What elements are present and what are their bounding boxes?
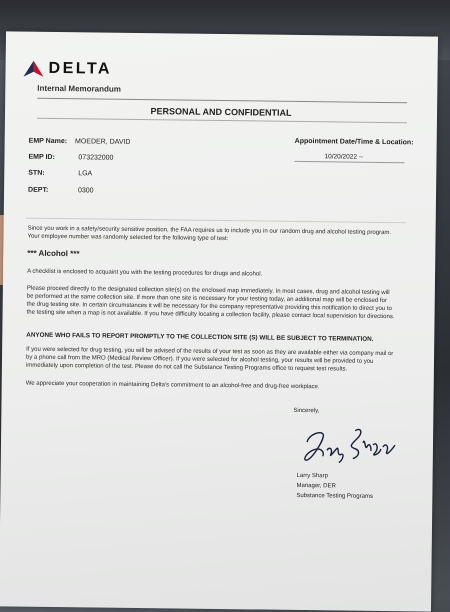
stn-value: LGA — [78, 170, 93, 178]
dept-row — [28, 187, 94, 195]
termination-warning: ANYONE WHO FAILS TO REPORT PROMPTLY TO THE COLLECTION SITE (S) WILL BE SUBJECT TO TERMINATION. — [26, 331, 374, 343]
stn-label: STN: — [28, 169, 45, 177]
emp-id-row — [28, 154, 113, 162]
appointment-value: 10/20/2022 -- — [324, 153, 364, 161]
signer-block — [296, 471, 373, 502]
logo-text: DELTA — [48, 59, 113, 78]
emp-name-row — [29, 138, 131, 146]
divider — [37, 98, 407, 104]
appointment-label: Appointment Date/Time & Location: — [294, 137, 414, 147]
divider — [26, 218, 406, 224]
emp-name-value: MOEDER, DAVID — [74, 138, 131, 146]
delta-logo — [23, 60, 112, 79]
signer-department: Substance Testing Programs — [296, 492, 374, 500]
checklist-paragraph: A checklist is enclosed to acquaint you with the testing procedures for drugs and alcohol. — [27, 268, 263, 278]
dept-value: 0300 — [77, 187, 94, 195]
appointment-underline — [294, 161, 404, 163]
emp-name-label: EMP Name: — [28, 137, 68, 146]
memo-label: Internal Memorandum — [37, 83, 121, 94]
closing: Sincerely, — [293, 407, 320, 415]
intro-paragraph: Since you work in a safety/security sensitive position, the FAA requires us to include you in our random drug and alcohol testing program. Your employee number was randomly selected for the following type of test: — [27, 225, 392, 243]
emp-id-value: 073232000 — [78, 154, 114, 162]
memo-paper — [0, 31, 438, 611]
results-paragraph: If you were selected for drug testing, you will be advised of the results of your test as soon as they are available either via company mail or by a phone call from the MRO (Medical Review Officer). If you were selected for alcohol testing, your results will be provided to you immediately upon completion of the test. Please do not call the Substance Testing Programs office to request test results. — [25, 346, 394, 373]
proceed-paragraph: Please proceed directly to the designated collection site(s) on the enclosed map immediately. In most cases, drug and alcohol testing will be performed at the same collection site. If more than one site is necessary for your testing today, an additional map will be enclosed for the drug testing site. In certain circumstances it will be necessary for the company representative providing this notification to direct you to the testing site when a map is not available. If you have difficulty locating a collection facility, please contact local supervision for directions. — [26, 285, 395, 321]
signer-title: Manager, DER — [296, 482, 336, 490]
delta-widget-icon — [23, 61, 43, 77]
document-title: PERSONAL AND CONFIDENTIAL — [150, 106, 292, 118]
dept-label: DEPT: — [28, 186, 49, 194]
test-type: *** Alcohol *** — [27, 248, 80, 259]
signer-name: Larry Sharp — [296, 472, 329, 480]
stn-row — [28, 170, 92, 178]
appreciation-paragraph: We appreciate your cooperation in maintaining Delta's commitment to an alcohol-free and drug-free workplace. — [25, 380, 320, 391]
handwritten-signature — [299, 420, 400, 467]
emp-id-label: EMP ID: — [28, 153, 55, 161]
